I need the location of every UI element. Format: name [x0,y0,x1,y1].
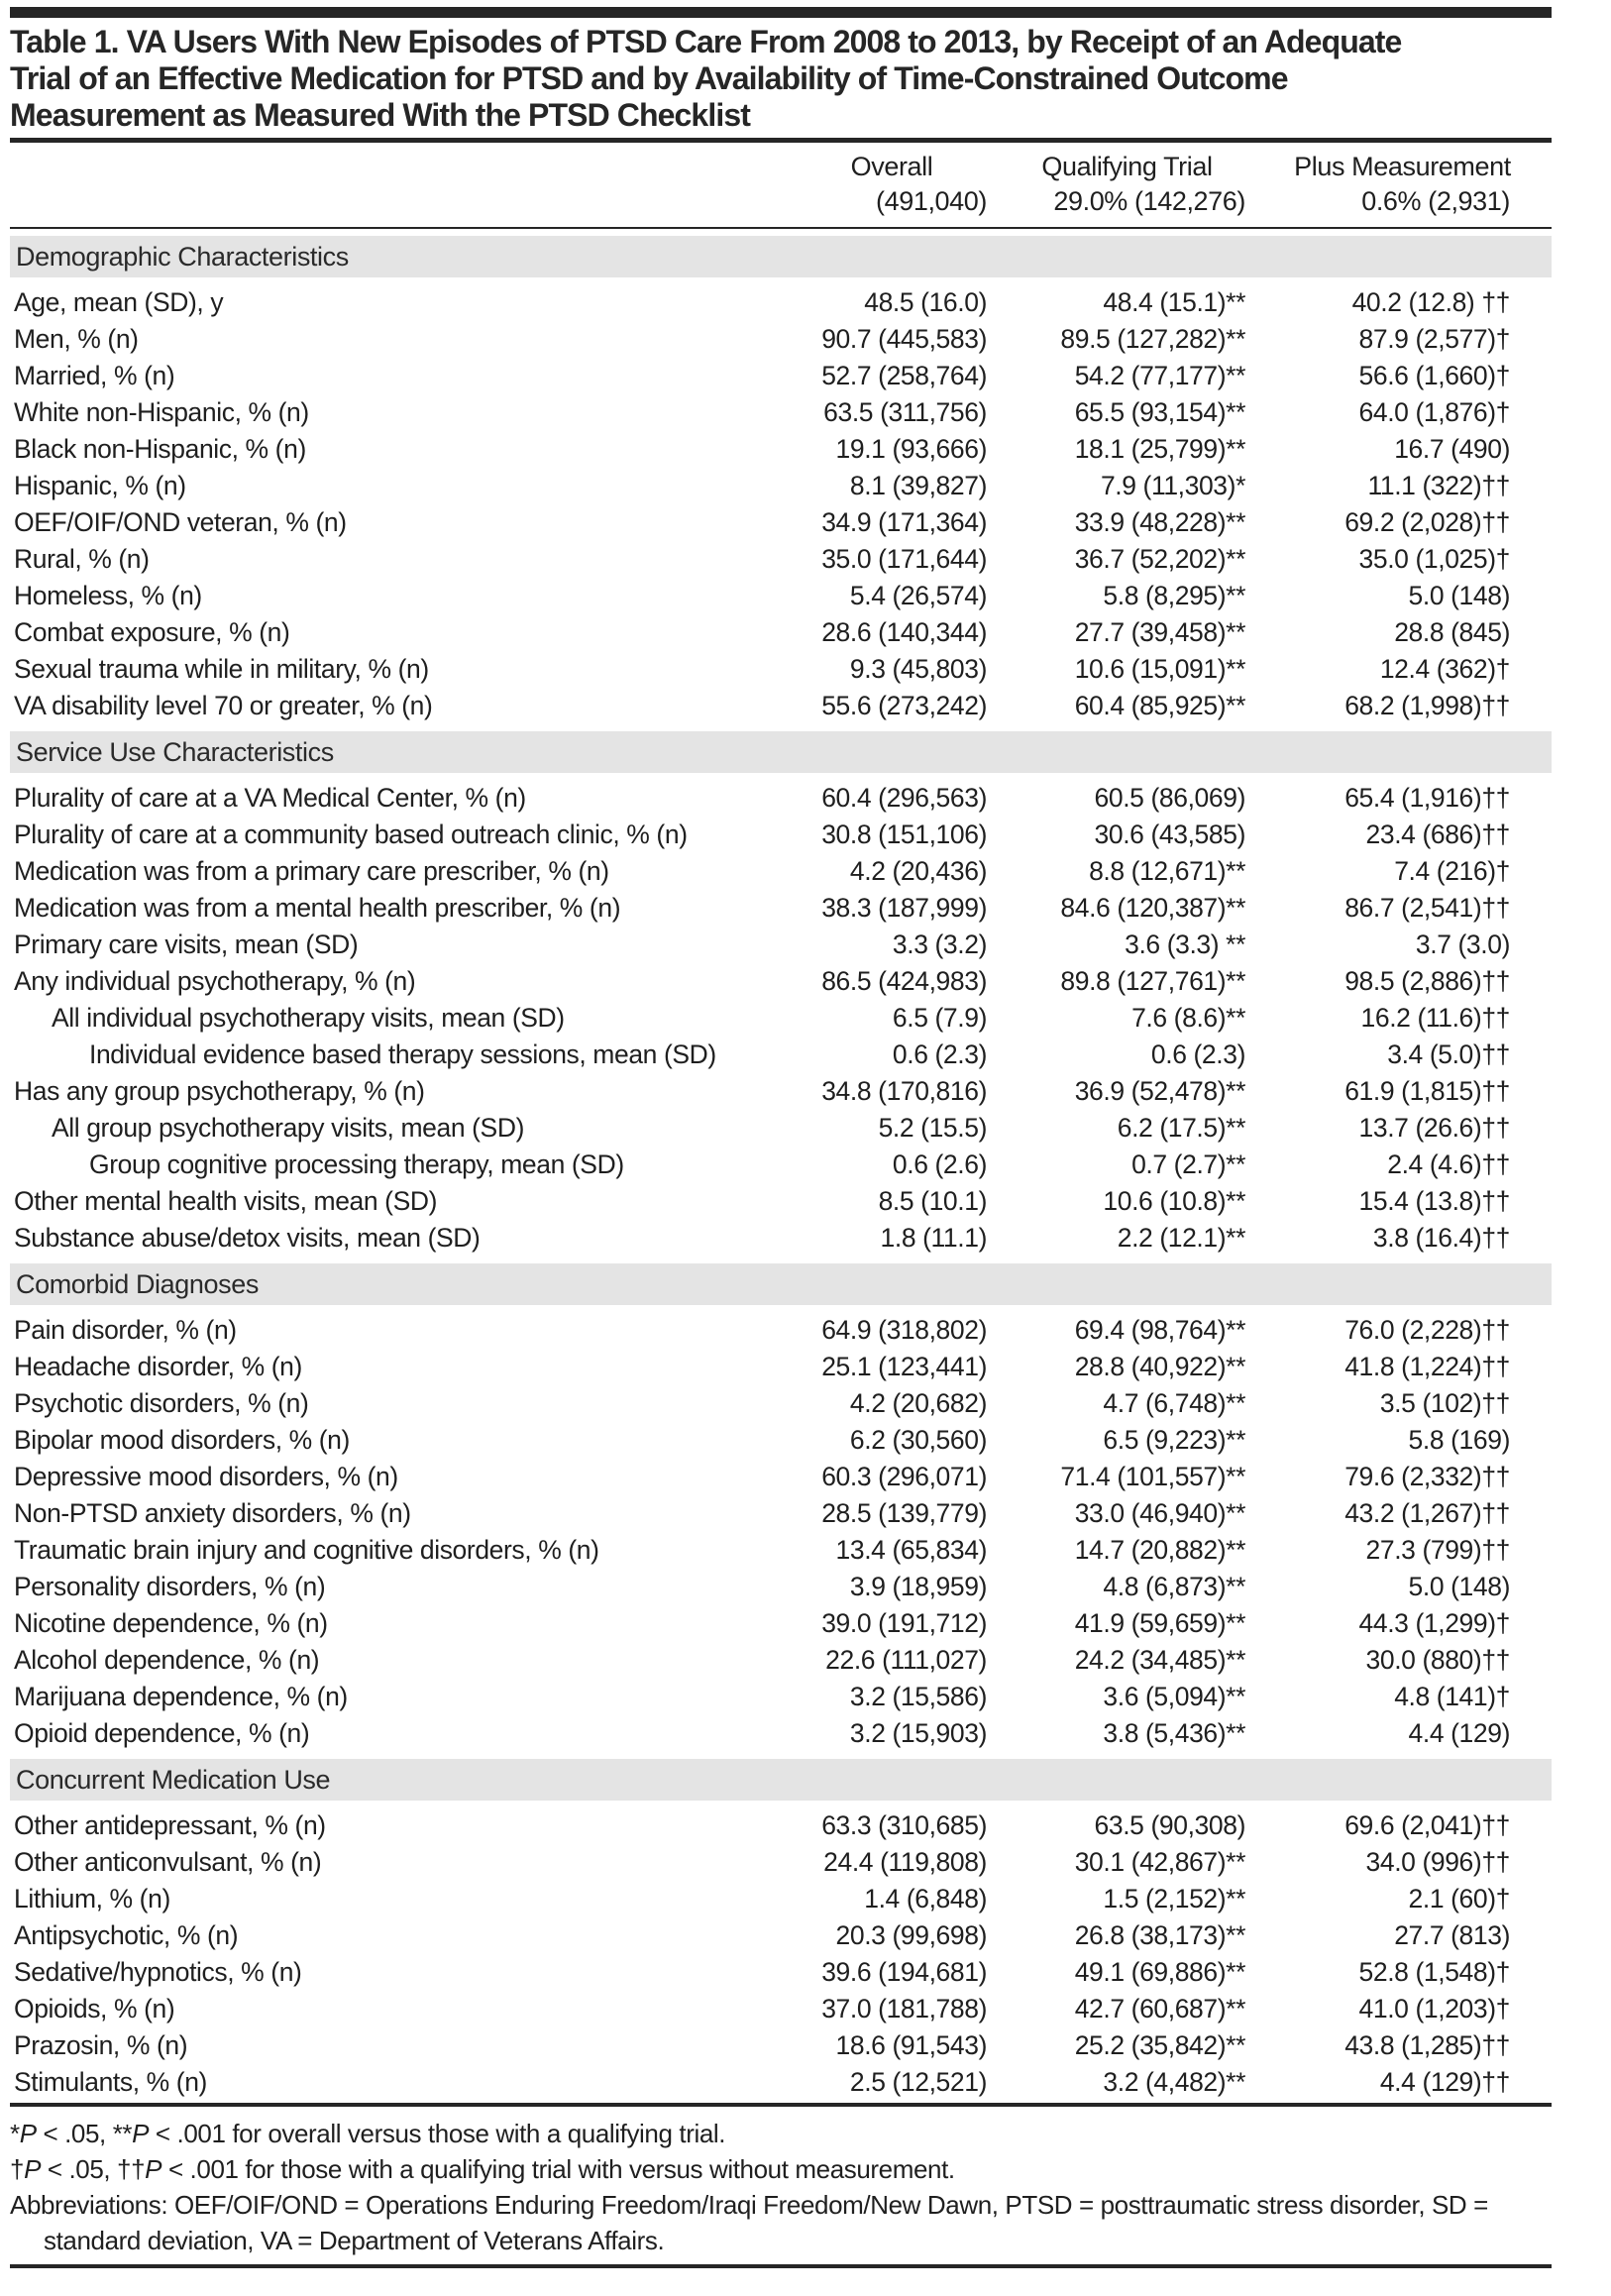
table-row [10,1183,1552,1220]
value-qualifying-trial: 3.8 (5,436)** [1103,1718,1245,1748]
value-qualifying-trial: 30.6 (43,585) [1094,820,1245,849]
column-header-qualifying-trial-label: Qualifying Trial [1041,152,1213,181]
value-plus-measurement: 86.7 (2,541)†† [1344,893,1510,923]
table-row [10,853,1552,890]
value-plus-measurement: 69.2 (2,028)†† [1344,507,1510,537]
value-overall: 63.5 (311,756) [823,397,987,427]
value-plus-measurement: 56.6 (1,660)† [1358,361,1510,390]
value-qualifying-trial: 5.8 (8,295)** [1103,581,1245,610]
value-plus-measurement: 4.8 (141)† [1394,1682,1510,1711]
table-body [10,236,1552,2101]
value-overall: 6.2 (30,560) [849,1425,987,1455]
row-label: Any individual psychotherapy, % (n) [14,966,416,996]
value-qualifying-trial: 84.6 (120,387)** [1060,893,1245,923]
value-plus-measurement: 41.0 (1,203)† [1358,1994,1510,2023]
section-header: Service Use Characteristics [10,731,1552,773]
value-qualifying-trial: 36.9 (52,478)** [1074,1076,1245,1106]
row-label: Opioids, % (n) [14,1994,175,2023]
table-row [10,1459,1552,1495]
row-label: Has any group psychotherapy, % (n) [14,1076,425,1106]
value-qualifying-trial: 8.8 (12,671)** [1089,856,1245,886]
table-row [10,1715,1552,1752]
table-row [10,321,1552,358]
value-overall: 64.9 (318,802) [821,1315,987,1345]
value-overall: 38.3 (187,999) [821,893,987,923]
row-label: Homeless, % (n) [14,581,202,610]
value-overall: 8.1 (39,827) [849,471,987,500]
value-plus-measurement: 98.5 (2,886)†† [1344,966,1510,996]
value-plus-measurement: 44.3 (1,299)† [1358,1608,1510,1638]
table-title-line-3: Measurement as Measured With the PTSD Checklist [10,97,750,133]
value-overall: 28.6 (140,344) [821,617,987,647]
row-label-header-spacer [10,150,783,219]
section-header: Comorbid Diagnoses [10,1263,1552,1305]
value-overall: 5.2 (15.5) [878,1113,987,1143]
value-qualifying-trial: 3.2 (4,482)** [1103,2067,1245,2097]
table-row [10,1495,1552,1532]
value-plus-measurement: 87.9 (2,577)† [1358,324,1510,354]
row-label: Substance abuse/detox visits, mean (SD) [14,1223,481,1253]
row-label: VA disability level 70 or greater, % (n) [14,691,433,720]
value-qualifying-trial: 0.6 (2.3) [1150,1039,1245,1069]
value-plus-measurement: 64.0 (1,876)† [1358,397,1510,427]
footnote: †P < .05, ††P < .001 for those with a qualifying trial with versus without measurement. [10,2154,955,2184]
value-qualifying-trial: 33.9 (48,228)** [1074,507,1245,537]
value-plus-measurement: 68.2 (1,998)†† [1344,691,1510,720]
row-label: Traumatic brain injury and cognitive disorders, % (n) [14,1535,599,1565]
value-plus-measurement: 23.4 (686)†† [1365,820,1510,849]
row-label: Non-PTSD anxiety disorders, % (n) [14,1498,411,1528]
value-overall: 28.5 (139,779) [821,1498,987,1528]
table-row [10,817,1552,853]
value-qualifying-trial: 10.6 (15,091)** [1074,654,1245,684]
value-qualifying-trial: 89.8 (127,761)** [1060,966,1245,996]
value-plus-measurement: 5.8 (169) [1408,1425,1510,1455]
value-overall: 30.8 (151,106) [821,820,987,849]
section-header: Demographic Characteristics [10,236,1552,277]
row-label: Prazosin, % (n) [14,2030,188,2060]
value-qualifying-trial: 28.8 (40,922)** [1074,1352,1245,1381]
value-overall: 55.6 (273,242) [821,691,987,720]
column-header-plus-measurement-label: Plus Measurement [1294,152,1511,181]
row-label: Personality disorders, % (n) [14,1572,326,1601]
value-plus-measurement: 41.8 (1,224)†† [1344,1352,1510,1381]
value-qualifying-trial: 41.9 (59,659)** [1074,1608,1245,1638]
column-header-overall-label: Overall [850,152,933,181]
value-overall: 4.2 (20,682) [849,1388,987,1418]
table-row [10,1844,1552,1881]
value-overall: 3.2 (15,586) [849,1682,987,1711]
value-plus-measurement: 76.0 (2,228)†† [1344,1315,1510,1345]
row-label: Individual evidence based therapy sessions, mean (SD) [89,1039,716,1069]
table-row [10,1917,1552,1954]
value-overall: 34.9 (171,364) [821,507,987,537]
row-label: Sexual trauma while in military, % (n) [14,654,429,684]
value-overall: 48.5 (16.0) [864,287,987,317]
table-row [10,1073,1552,1110]
value-plus-measurement: 3.8 (16.4)†† [1372,1223,1510,1253]
footnote: Abbreviations: OEF/OIF/OND = Operations Enduring Freedom/Iraqi Freedom/New Dawn, PTSD = posttraumatic stress disorder, SD = standard deviation, VA = Department of Veterans Affairs. [10,2190,1488,2255]
table-row [10,688,1552,724]
top-bar-rule [10,7,1552,18]
row-label: Other anticonvulsant, % (n) [14,1847,322,1877]
value-overall: 1.8 (11.1) [880,1223,987,1253]
value-qualifying-trial: 18.1 (25,799)** [1074,434,1245,464]
value-qualifying-trial: 54.2 (77,177)** [1074,361,1245,390]
value-qualifying-trial: 7.9 (11,303)* [1100,471,1245,500]
value-overall: 19.1 (93,666) [835,434,987,464]
row-label: All individual psychotherapy visits, mean (SD) [52,1003,565,1033]
value-qualifying-trial: 33.0 (46,940)** [1074,1498,1245,1528]
value-plus-measurement: 5.0 (148) [1408,581,1510,610]
table-row [10,2027,1552,2064]
row-label: Rural, % (n) [14,544,150,574]
value-plus-measurement: 13.7 (26.6)†† [1358,1113,1510,1143]
value-qualifying-trial: 27.7 (39,458)** [1074,617,1245,647]
value-overall: 8.5 (10.1) [878,1186,987,1216]
value-qualifying-trial: 2.2 (12.1)** [1117,1223,1245,1253]
section-header: Concurrent Medication Use [10,1759,1552,1801]
table-row [10,541,1552,578]
value-overall: 0.6 (2.3) [892,1039,987,1069]
value-plus-measurement: 7.4 (216)† [1394,856,1510,886]
value-plus-measurement: 79.6 (2,332)†† [1344,1462,1510,1491]
table-row [10,468,1552,504]
value-qualifying-trial: 1.5 (2,152)** [1103,1884,1245,1913]
value-overall: 24.4 (119,808) [823,1847,987,1877]
table-row [10,1991,1552,2027]
value-overall: 90.7 (445,583) [821,324,987,354]
value-qualifying-trial: 89.5 (127,282)** [1060,324,1245,354]
column-header-row [10,143,1552,227]
value-overall: 86.5 (424,983) [821,966,987,996]
row-label: Other mental health visits, mean (SD) [14,1186,438,1216]
row-label: Depressive mood disorders, % (n) [14,1462,398,1491]
value-plus-measurement: 43.2 (1,267)†† [1344,1498,1510,1528]
value-qualifying-trial: 7.6 (8.6)** [1131,1003,1245,1033]
column-header-qualifying-trial-n: 29.0% (142,276) [1053,186,1245,216]
value-qualifying-trial: 30.1 (42,867)** [1074,1847,1245,1877]
table-row [10,651,1552,688]
row-label: Age, mean (SD), y [14,287,224,317]
value-plus-measurement: 61.9 (1,815)†† [1344,1076,1510,1106]
value-overall: 60.4 (296,563) [821,783,987,813]
value-overall: 20.3 (99,698) [835,1920,987,1950]
value-overall: 13.4 (65,834) [835,1535,987,1565]
row-label: White non-Hispanic, % (n) [14,397,309,427]
table-row [10,1000,1552,1037]
value-plus-measurement: 15.4 (13.8)†† [1358,1186,1510,1216]
row-label: Lithium, % (n) [14,1884,170,1913]
table-row [10,1349,1552,1385]
table-row [10,1569,1552,1605]
column-header-plus-measurement-n: 0.6% (2,931) [1361,186,1510,216]
table-row [10,284,1552,321]
row-label: Opioid dependence, % (n) [14,1718,310,1748]
value-plus-measurement: 16.7 (490) [1394,434,1510,464]
table-row [10,2064,1552,2101]
table-row [10,358,1552,394]
value-qualifying-trial: 71.4 (101,557)** [1060,1462,1245,1491]
value-overall: 60.3 (296,071) [821,1462,987,1491]
value-overall: 9.3 (45,803) [849,654,987,684]
row-label: Plurality of care at a VA Medical Center, % (n) [14,783,526,813]
value-plus-measurement: 40.2 (12.8) †† [1351,287,1510,317]
value-qualifying-trial: 4.7 (6,748)** [1103,1388,1245,1418]
row-label: Plurality of care at a community based outreach clinic, % (n) [14,820,688,849]
value-plus-measurement: 16.2 (11.6)†† [1360,1003,1510,1033]
value-overall: 3.9 (18,959) [849,1572,987,1601]
value-overall: 1.4 (6,848) [864,1884,987,1913]
table-row [10,1147,1552,1183]
value-overall: 39.0 (191,712) [821,1608,987,1638]
row-label: Combat exposure, % (n) [14,617,290,647]
row-label: Pain disorder, % (n) [14,1315,237,1345]
table-title-line-1: Table 1. VA Users With New Episodes of PTSD Care From 2008 to 2013, by Receipt of an Adequate [10,24,1402,59]
value-qualifying-trial: 60.5 (86,069) [1094,783,1245,813]
table-row [10,394,1552,431]
value-plus-measurement: 28.8 (845) [1394,617,1510,647]
value-qualifying-trial: 26.8 (38,173)** [1074,1920,1245,1950]
value-plus-measurement: 5.0 (148) [1408,1572,1510,1601]
column-header-qualifying-trial [1001,150,1253,219]
table-row [10,1385,1552,1422]
value-overall: 37.0 (181,788) [821,1994,987,2023]
value-overall: 39.6 (194,681) [821,1957,987,1987]
row-label: Men, % (n) [14,324,139,354]
value-overall: 18.6 (91,543) [835,2030,987,2060]
value-qualifying-trial: 3.6 (5,094)** [1103,1682,1245,1711]
value-qualifying-trial: 25.2 (35,842)** [1074,2030,1245,2060]
value-qualifying-trial: 3.6 (3.3) ** [1125,929,1245,959]
table-title-line-2: Trial of an Effective Medication for PTSD and by Availability of Time-Constrained Outcome [10,60,1288,96]
table-row [10,1881,1552,1917]
value-qualifying-trial: 4.8 (6,873)** [1103,1572,1245,1601]
value-overall: 52.7 (258,764) [821,361,987,390]
header-rule [10,227,1552,229]
value-plus-measurement: 69.6 (2,041)†† [1344,1810,1510,1840]
column-header-plus-measurement [1253,150,1552,219]
value-overall: 6.5 (7.9) [892,1003,987,1033]
table-row [10,431,1552,468]
table-row [10,1110,1552,1147]
value-qualifying-trial: 6.5 (9,223)** [1103,1425,1245,1455]
value-overall: 2.5 (12,521) [849,2067,987,2097]
table-row [10,890,1552,927]
value-plus-measurement: 30.0 (880)†† [1365,1645,1510,1675]
bottom-rule [10,2264,1552,2268]
table-row [10,963,1552,1000]
value-overall: 3.2 (15,903) [849,1718,987,1748]
value-plus-measurement: 34.0 (996)†† [1365,1847,1510,1877]
table-row [10,1605,1552,1642]
row-label: Black non-Hispanic, % (n) [14,434,306,464]
value-qualifying-trial: 69.4 (98,764)** [1074,1315,1245,1345]
row-label: Nicotine dependence, % (n) [14,1608,328,1638]
row-label: Sedative/hypnotics, % (n) [14,1957,302,1987]
row-label: Group cognitive processing therapy, mean (SD) [89,1149,624,1179]
value-qualifying-trial: 48.4 (15.1)** [1103,287,1245,317]
value-qualifying-trial: 24.2 (34,485)** [1074,1645,1245,1675]
row-label: Alcohol dependence, % (n) [14,1645,320,1675]
value-plus-measurement: 35.0 (1,025)† [1358,544,1510,574]
value-overall: 25.1 (123,441) [821,1352,987,1381]
value-overall: 5.4 (26,574) [849,581,987,610]
value-qualifying-trial: 60.4 (85,925)** [1074,691,1245,720]
table-row [10,1312,1552,1349]
row-label: Bipolar mood disorders, % (n) [14,1425,350,1455]
value-plus-measurement: 11.1 (322)†† [1367,471,1510,500]
value-plus-measurement: 52.8 (1,548)† [1358,1957,1510,1987]
value-plus-measurement: 27.3 (799)†† [1365,1535,1510,1565]
table-row [10,1954,1552,1991]
table-row [10,927,1552,963]
row-label: Marijuana dependence, % (n) [14,1682,348,1711]
value-plus-measurement: 3.4 (5.0)†† [1387,1039,1510,1069]
row-label: Married, % (n) [14,361,175,390]
footnotes [10,2107,1552,2258]
value-qualifying-trial: 10.6 (10.8)** [1103,1186,1245,1216]
table-row [10,780,1552,817]
table-row [10,504,1552,541]
value-overall: 35.0 (171,644) [821,544,987,574]
footnote: *P < .05, **P < .001 for overall versus those with a qualifying trial. [10,2119,726,2148]
table-row [10,1532,1552,1569]
value-plus-measurement: 65.4 (1,916)†† [1344,783,1510,813]
column-header-overall-n: (491,040) [876,186,987,216]
value-qualifying-trial: 42.7 (60,687)** [1074,1994,1245,2023]
table-row [10,1807,1552,1844]
value-overall: 63.3 (310,685) [821,1810,987,1840]
row-label: Headache disorder, % (n) [14,1352,302,1381]
table-row [10,1037,1552,1073]
value-plus-measurement: 27.7 (813) [1394,1920,1510,1950]
value-plus-measurement: 3.5 (102)†† [1379,1388,1510,1418]
value-plus-measurement: 43.8 (1,285)†† [1344,2030,1510,2060]
table-row [10,1422,1552,1459]
value-qualifying-trial: 0.7 (2.7)** [1131,1149,1245,1179]
value-plus-measurement: 3.7 (3.0) [1415,929,1510,959]
table-row [10,1679,1552,1715]
value-plus-measurement: 4.4 (129)†† [1379,2067,1510,2097]
value-overall: 4.2 (20,436) [849,856,987,886]
value-plus-measurement: 4.4 (129) [1408,1718,1510,1748]
value-qualifying-trial: 63.5 (90,308) [1094,1810,1245,1840]
table-row [10,1220,1552,1257]
row-label: Medication was from a mental health prescriber, % (n) [14,893,621,923]
value-overall: 3.3 (3.2) [892,929,987,959]
row-label: Hispanic, % (n) [14,471,186,500]
row-label: Primary care visits, mean (SD) [14,929,359,959]
value-plus-measurement: 12.4 (362)† [1379,654,1510,684]
row-label: Antipsychotic, % (n) [14,1920,239,1950]
value-qualifying-trial: 14.7 (20,882)** [1074,1535,1245,1565]
value-overall: 22.6 (111,027) [825,1645,987,1675]
table-row [10,1642,1552,1679]
table-row [10,614,1552,651]
value-qualifying-trial: 49.1 (69,886)** [1074,1957,1245,1987]
value-plus-measurement: 2.1 (60)† [1408,1884,1510,1913]
table-page [10,7,1552,2268]
row-label: OEF/OIF/OND veteran, % (n) [14,507,347,537]
row-label: All group psychotherapy visits, mean (SD) [52,1113,524,1143]
value-qualifying-trial: 65.5 (93,154)** [1074,397,1245,427]
value-plus-measurement: 2.4 (4.6)†† [1387,1149,1510,1179]
row-label: Stimulants, % (n) [14,2067,207,2097]
table-title [10,24,1552,134]
table-row [10,578,1552,614]
row-label: Medication was from a primary care prescriber, % (n) [14,856,609,886]
value-overall: 34.8 (170,816) [821,1076,987,1106]
value-qualifying-trial: 6.2 (17.5)** [1117,1113,1245,1143]
value-overall: 0.6 (2.6) [892,1149,987,1179]
value-qualifying-trial: 36.7 (52,202)** [1074,544,1245,574]
row-label: Psychotic disorders, % (n) [14,1388,309,1418]
column-header-overall [783,150,1001,219]
row-label: Other antidepressant, % (n) [14,1810,326,1840]
